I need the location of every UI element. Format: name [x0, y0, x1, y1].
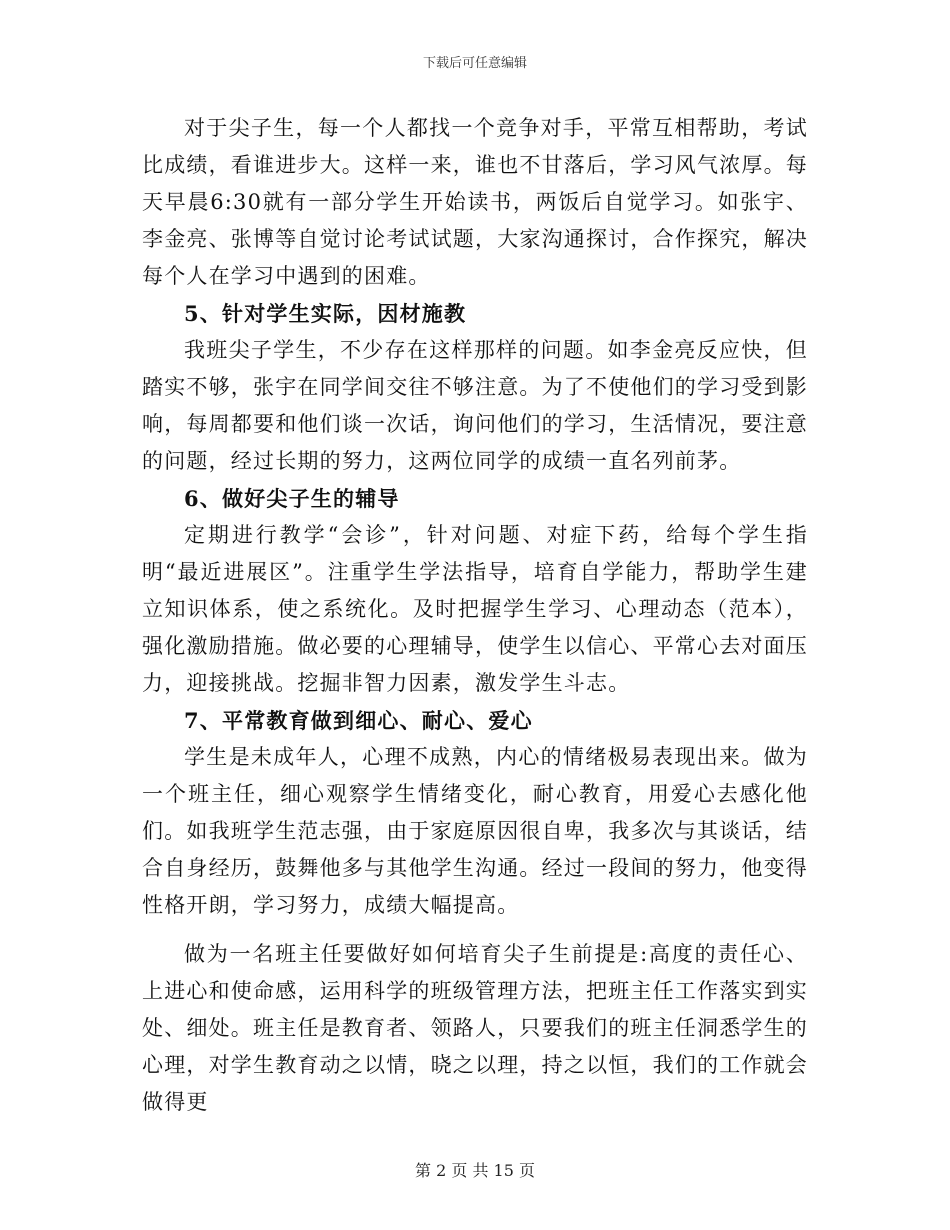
section-heading-7: 7、平常教育做到细心、耐心、爱心: [184, 708, 533, 733]
paragraph-conclusion: 做为一名班主任要做好如何培育尖子生前提是:高度的责任心、上进心和使命感，运用科学的班级管理方法，把班主任工作落实到实处、细处。班主任是教育者、领路人，只要我们的班主任洞悉学生的心理，对学生教育动之以情，晓之以理，持之以恒，我们的工作就会做得更: [142, 942, 808, 1114]
paragraph-individual-teaching: 我班尖子学生，不少存在这样那样的问题。如李金亮反应快，但踏实不够，张宇在同学间交往不够注意。为了不使他们的学习受到影响，每周都要和他们谈一次话，询问他们的学习，生活情况，要注意的问题，经过长期的努力，这两位同学的成绩一直名列前茅。: [142, 338, 808, 473]
document-body: [142, 110, 808, 1121]
section-heading-6: 6、做好尖子生的辅导: [184, 486, 400, 511]
paragraph-competition: 对于尖子生，每一个人都找一个竞争对手，平常互相帮助，考试比成绩，看谁进步大。这样一来，谁也不甘落后，学习风气浓厚。每天早晨6:30就有一部分学生开始读书，两饭后自觉学习。如张宇、李金亮、张博等自觉讨论考试试题，大家沟通探讨，合作探究，解决每个人在学习中遇到的困难。: [142, 116, 808, 288]
page-header-note: 下载后可任意编辑: [422, 56, 527, 71]
page-number: 第 2 页 共 15 页: [415, 1161, 535, 1180]
section-heading-5: 5、针对学生实际，因材施教: [184, 301, 467, 326]
paragraph-tutoring: 定期进行教学“会诊”，针对问题、对症下药，给每个学生指明“最近进展区”。注重学生学法指导，培育自学能力，帮助学生建立知识体系，使之系统化。及时把握学生学习、心理动态（范本），强化激励措施。做必要的心理辅导，使学生以信心、平常心去对面压力，迎接挑战。挖掘非智力因素，激发学生斗志。: [142, 523, 808, 695]
paragraph-care: 学生是未成年人，心理不成熟，内心的情绪极易表现出来。做为一个班主任，细心观察学生情绪变化，耐心教育，用爱心去感化他们。如我班学生范志强，由于家庭原因很自卑，我多次与其谈话，结合自身经历，鼓舞他多与其他学生沟通。经过一段间的努力，他变得性格开朗，学习努力，成绩大幅提高。: [142, 745, 808, 917]
